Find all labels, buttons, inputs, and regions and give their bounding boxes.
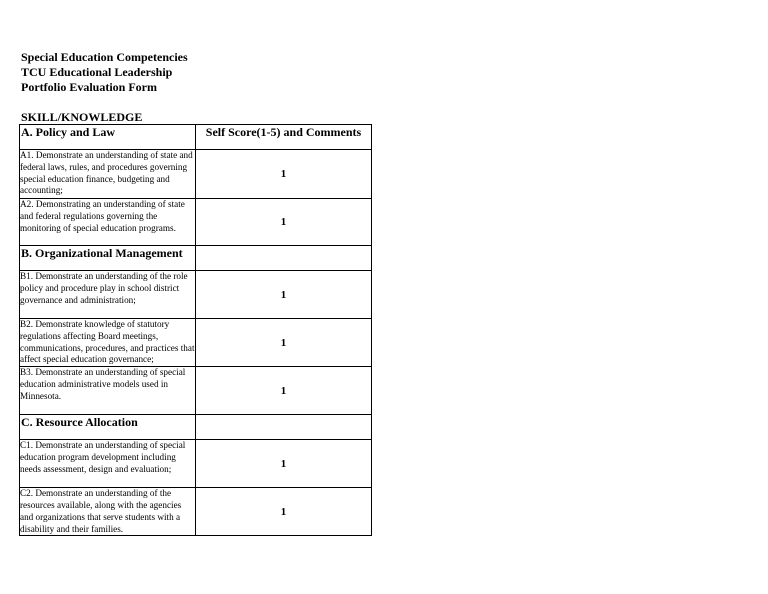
header-program: TCU Educational Leadership	[21, 65, 173, 79]
self-score: 1	[196, 488, 372, 536]
score-column-header: Self Score(1-5) and Comments	[196, 125, 372, 150]
self-score: 1	[196, 440, 372, 488]
competency-description: B2. Demonstrate knowledge of statutory regulations affecting Board meetings, communications, procedures, and practices that affect special education governance;	[20, 319, 196, 367]
self-score: 1	[196, 319, 372, 367]
section-title: A. Policy and Law	[20, 125, 196, 150]
self-score: 1	[196, 150, 372, 199]
section-row-resource-allocation	[20, 415, 372, 440]
competency-description: A2. Demonstrating an understanding of state and federal regulations governing the monitoring of special education programs.	[20, 199, 196, 246]
self-score: 1	[196, 367, 372, 415]
competency-description: A1. Demonstrate an understanding of state and federal laws, rules, and procedures governing special education finance, budgeting and accounting;	[20, 150, 196, 199]
section-score-cell	[196, 415, 372, 440]
table-row	[20, 488, 372, 536]
table-row	[20, 150, 372, 199]
skill-knowledge-heading: SKILL/KNOWLEDGE	[21, 110, 143, 124]
section-row-organizational-management	[20, 246, 372, 271]
section-row-policy-law	[20, 125, 372, 150]
form-header	[21, 50, 188, 95]
table-row	[20, 367, 372, 415]
header-form-name: Portfolio Evaluation Form	[21, 80, 157, 94]
self-score: 1	[196, 271, 372, 319]
competency-description: B3. Demonstrate an understanding of special education administrative models used in Minnesota.	[20, 367, 196, 415]
section-title: B. Organizational Management	[20, 246, 196, 271]
table-row	[20, 199, 372, 246]
table-row	[20, 319, 372, 367]
section-score-cell	[196, 246, 372, 271]
table-row	[20, 440, 372, 488]
evaluation-table	[19, 124, 372, 536]
competency-description: B1. Demonstrate an understanding of the role policy and procedure play in school district governance and administration;	[20, 271, 196, 319]
self-score: 1	[196, 199, 372, 246]
header-title: Special Education Competencies	[21, 50, 188, 64]
competency-description: C1. Demonstrate an understanding of special education program development including needs assessment, design and evaluation;	[20, 440, 196, 488]
section-title: C. Resource Allocation	[20, 415, 196, 440]
table-row	[20, 271, 372, 319]
competency-description: C2. Demonstrate an understanding of the resources available, along with the agencies and organizations that serve students with a disability and their families.	[20, 488, 196, 536]
